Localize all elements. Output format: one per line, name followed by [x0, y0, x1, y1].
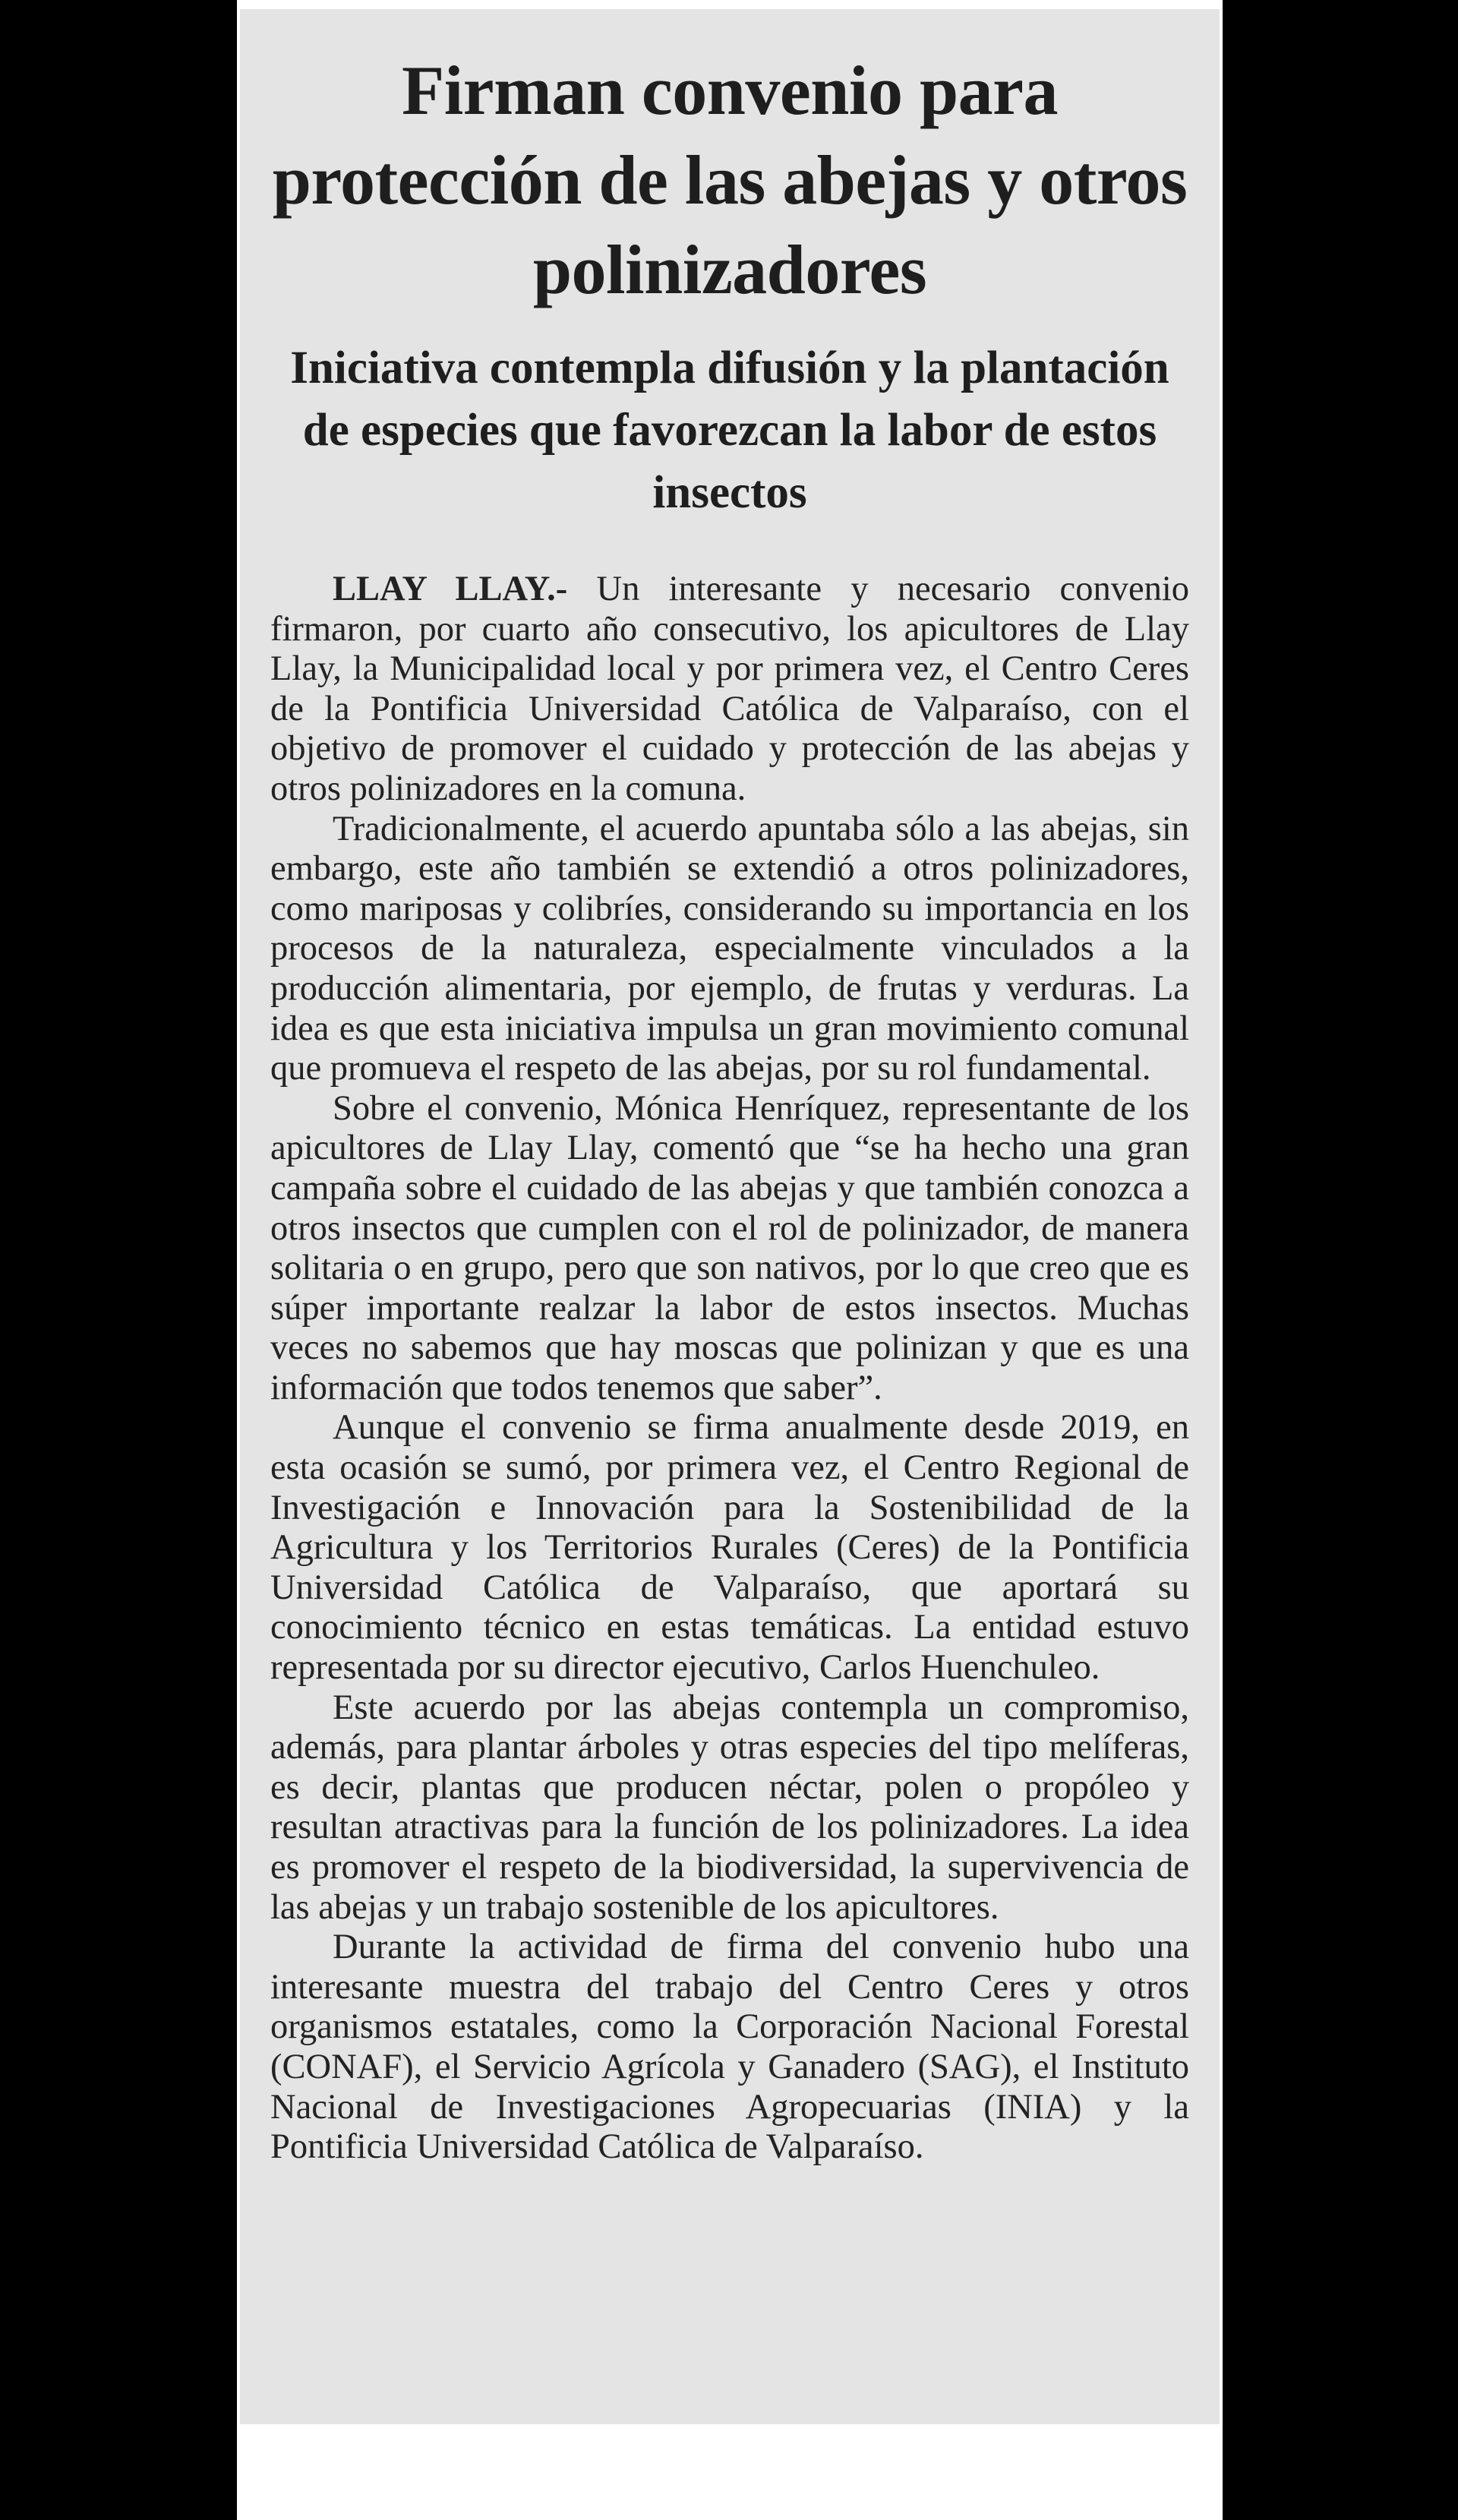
article-paragraph: Durante la actividad de firma del convenio hubo una interesante muestra del trabajo del Centro Ceres y otros organismos estatales, como la Corporación Nacional Forestal (CONAF), el Servicio Agrícola y Ganadero (SAG), el Instituto Nacional de Investigaciones Agropecuarias (INIA) y la Pontificia Universidad Católica de Valparaíso. [270, 1928, 1189, 2167]
newspaper-clipping [240, 9, 1220, 2424]
article-paragraph: Sobre el convenio, Mónica Henríquez, representante de los apicultores de Llay Llay, comentó que “se ha hecho una gran campaña sobre el cuidado de las abejas y que también conozca a otros insectos que cumplen con el rol de polinizador, de manera solitaria o en grupo, pero que son nativos, por lo que creo que es súper importante realzar la labor de estos insectos. Muchas veces no sabemos que hay moscas que polinizan y que es una información que todos tenemos que saber”. [270, 1088, 1189, 1407]
paragraph-text: Un interesante y necesario convenio firmaron, por cuarto año consecutivo, los apicultores de Llay Llay, la Municipalidad local y por primera vez, el Centro Ceres de la Pontificia Universidad Católica de Valparaíso, con el objetivo de promover el cuidado y protección de las abejas y otros polinizadores en la comuna. [270, 570, 1190, 808]
article-dateline: LLAY LLAY.- [333, 570, 568, 608]
article-paragraph: Aunque el convenio se firma anualmente desde 2019, en esta ocasión se sumó, por primera vez, el Centro Regional de Investigación e Innovación para la Sostenibilidad de la Agricultura y los Territorios Rurales (Ceres) de la Pontificia Universidad Católica de Valparaíso, que aportará su conocimiento técnico en estas temáticas. La entidad estuvo representada por su director ejecutivo, Carlos Huenchuleo. [270, 1408, 1189, 1688]
article-body [270, 570, 1189, 2168]
article-subheadline: Iniciativa contempla difusión y la plantación de especies que favorezcan la labor de estos insectos [290, 343, 1169, 518]
article-paragraph: Tradicionalmente, el acuerdo apuntaba sólo a las abejas, sin embargo, este año también se extendió a otros polinizadores, como mariposas y colibríes, considerando su importancia en los procesos de la naturaleza, especialmente vinculados a la producción alimentaria, por ejemplo, de frutas y verduras. La idea es que esta iniciativa impulsa un gran movimiento comunal que promueva el respeto de las abejas, por su rol fundamental. [270, 809, 1189, 1088]
article-headline: Firman convenio para protección de las abejas y otros polinizadores [272, 52, 1188, 308]
article-paragraph [270, 570, 1189, 810]
article-paragraph: Este acuerdo por las abejas contempla un compromiso, además, para plantar árboles y otras especies del tipo melíferas, es decir, plantas que producen néctar, polen o propóleo y resultan atractivas para la función de los polinizadores. La idea es promover el respeto de la biodiversidad, la supervivencia de las abejas y un trabajo sostenible de los apicultores. [270, 1688, 1189, 1927]
